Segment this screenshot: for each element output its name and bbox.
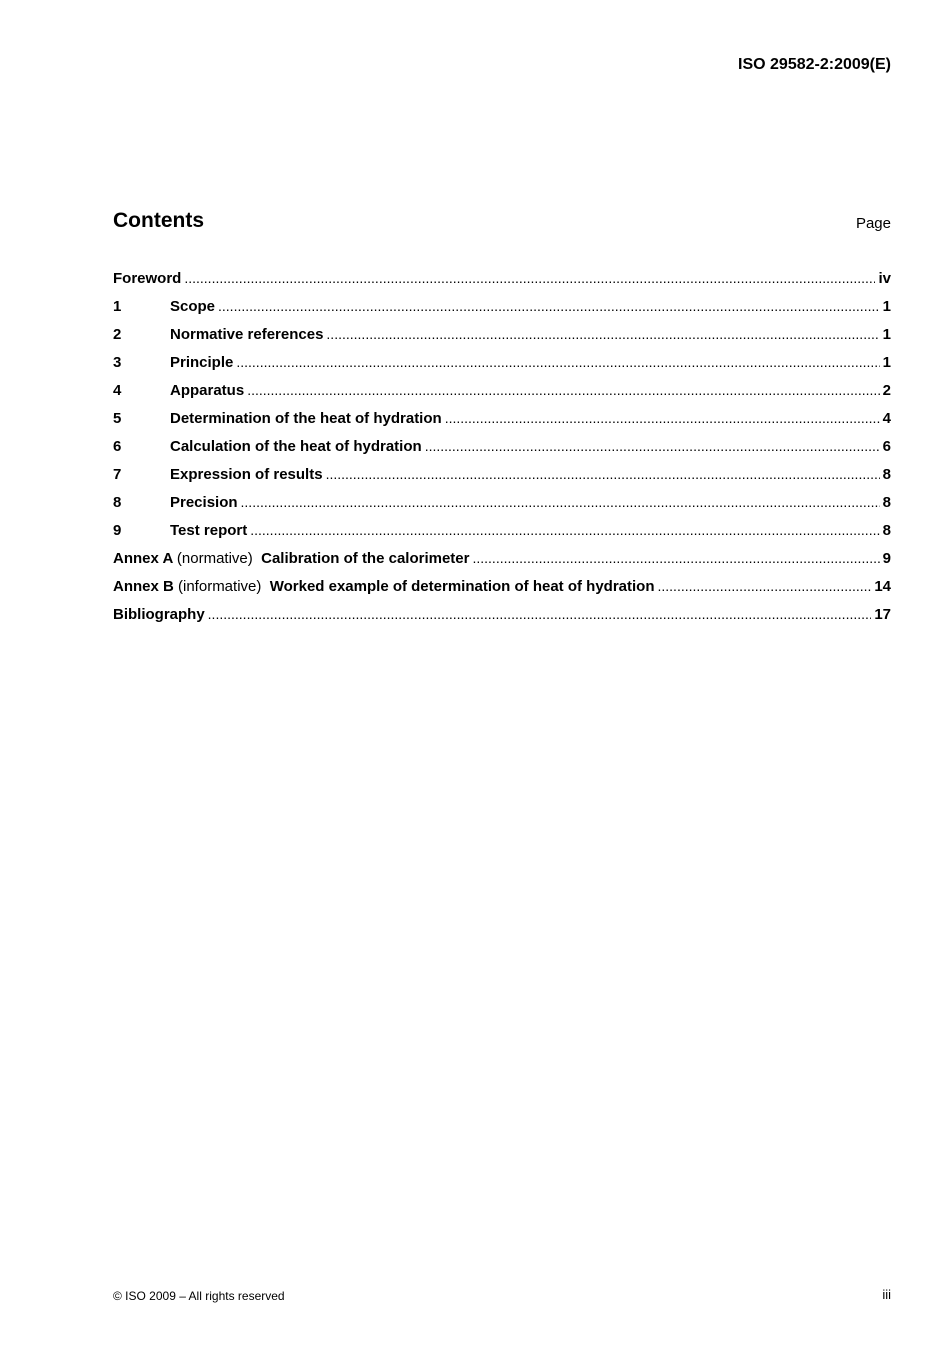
toc-entry-number: 2 — [113, 326, 122, 343]
toc-entry-normative-references[interactable] — [113, 322, 891, 350]
toc-entry-expression-of-results[interactable] — [113, 462, 891, 490]
annex-label: Annex A — [113, 550, 173, 567]
toc-entry-annex-a[interactable] — [113, 546, 891, 574]
toc-entry-number: 1 — [113, 298, 122, 315]
toc-entry-page: iv — [878, 270, 891, 287]
toc-entry-page: 17 — [874, 606, 891, 623]
table-of-contents — [113, 266, 891, 630]
toc-entry-number: 5 — [113, 410, 122, 427]
toc-annex-title — [113, 575, 658, 599]
toc-entry-number: 6 — [113, 438, 122, 455]
dot-leader — [241, 490, 880, 514]
annex-label: Annex B — [113, 578, 174, 595]
toc-entry-page: 6 — [882, 438, 891, 455]
toc-entry-page: 2 — [882, 382, 891, 399]
dot-leader — [658, 574, 872, 598]
toc-entry-number: 8 — [113, 494, 122, 511]
page-column-label: Page — [855, 215, 891, 232]
toc-entry-number: 4 — [113, 382, 122, 399]
toc-entry-apparatus[interactable] — [113, 378, 891, 406]
toc-entry-number: 3 — [113, 354, 122, 371]
page-number: iii — [882, 1287, 891, 1302]
toc-entry-title: Foreword — [113, 270, 182, 287]
contents-heading: Contents — [113, 209, 204, 232]
toc-entry-principle[interactable] — [113, 350, 891, 378]
toc-entry-scope[interactable] — [113, 294, 891, 322]
dot-leader — [326, 322, 879, 346]
toc-entry-title: Principle — [170, 354, 234, 371]
toc-entry-title: Precision — [170, 494, 238, 511]
toc-entry-title: Test report — [170, 522, 248, 539]
toc-entry-title: Bibliography — [113, 606, 205, 623]
toc-entry-bibliography[interactable] — [113, 602, 891, 630]
toc-entry-title: Normative references — [170, 326, 324, 343]
dot-leader — [326, 462, 880, 486]
toc-entry-annex-b[interactable] — [113, 574, 891, 602]
dot-leader — [472, 546, 879, 570]
toc-entry-title: Determination of the heat of hydration — [170, 410, 442, 427]
dot-leader — [184, 266, 875, 290]
toc-entry-page: 1 — [882, 298, 891, 315]
toc-entry-number: 9 — [113, 522, 122, 539]
toc-entry-calculation[interactable] — [113, 434, 891, 462]
dot-leader — [208, 602, 872, 626]
toc-entry-page: 14 — [874, 578, 891, 595]
toc-entry-determination[interactable] — [113, 406, 891, 434]
toc-entry-page: 8 — [882, 494, 891, 511]
toc-entry-test-report[interactable] — [113, 518, 891, 546]
toc-entry-foreword[interactable] — [113, 266, 891, 294]
annex-title: Worked example of determination of heat of hydration — [269, 578, 655, 595]
toc-entry-title: Scope — [170, 298, 216, 315]
toc-entry-number: 7 — [113, 466, 122, 483]
toc-annex-title — [113, 547, 472, 571]
toc-entry-title: Apparatus — [170, 382, 245, 399]
dot-leader — [236, 350, 879, 374]
toc-entry-page: 4 — [882, 410, 891, 427]
annex-title: Calibration of the calorimeter — [261, 550, 470, 567]
toc-entry-precision[interactable] — [113, 490, 891, 518]
toc-entry-page: 1 — [882, 326, 891, 343]
document-id: ISO 29582-2:2009(E) — [738, 56, 891, 73]
toc-entry-title: Expression of results — [170, 466, 323, 483]
copyright-notice: © ISO 2009 – All rights reserved — [113, 1289, 285, 1303]
dot-leader — [218, 294, 880, 318]
toc-entry-title: Calculation of the heat of hydration — [170, 438, 422, 455]
toc-entry-page: 9 — [882, 550, 891, 567]
toc-entry-page: 1 — [882, 354, 891, 371]
annex-type: (normative) — [176, 550, 253, 567]
dot-leader — [445, 406, 880, 430]
toc-entry-page: 8 — [882, 466, 891, 483]
dot-leader — [425, 434, 880, 458]
dot-leader — [250, 518, 879, 542]
dot-leader — [247, 378, 879, 402]
toc-entry-page: 8 — [882, 522, 891, 539]
annex-type: (informative) — [178, 578, 262, 595]
